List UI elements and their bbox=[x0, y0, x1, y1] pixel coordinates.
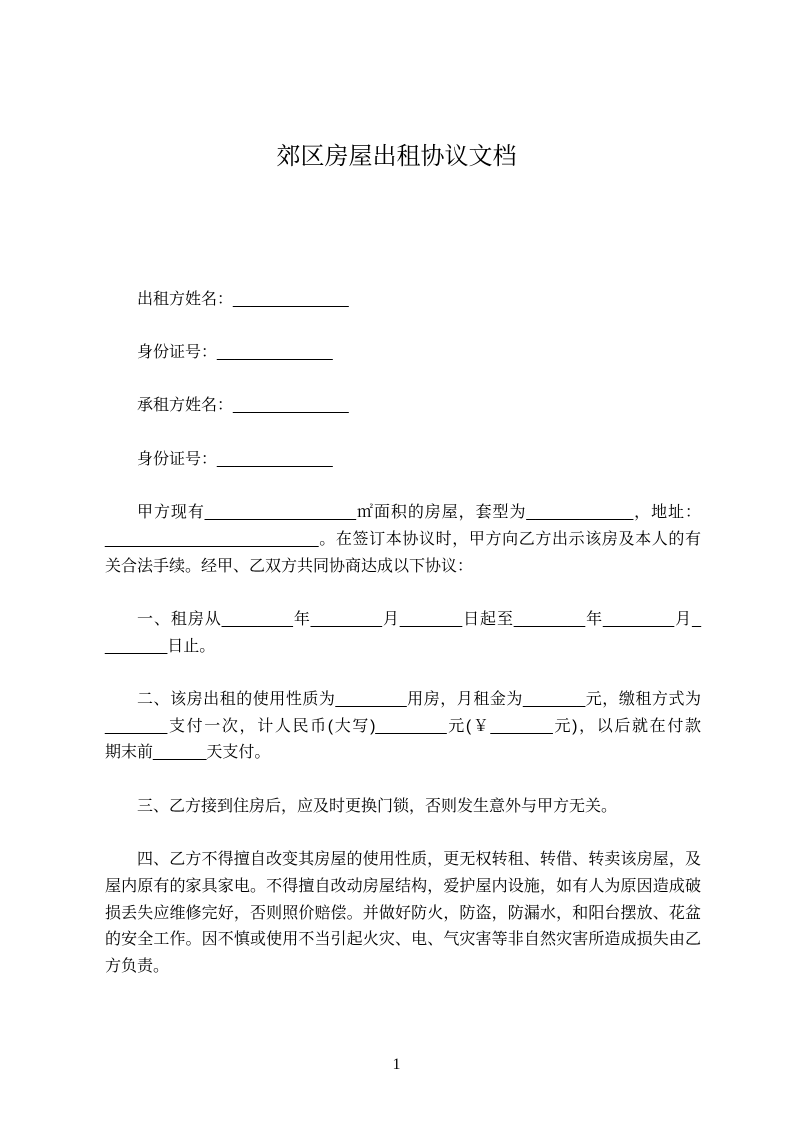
field-label: 身份证号： bbox=[137, 450, 218, 468]
paragraph-line: 屋内原有的家具家电。不得擅自改动房屋结构，爱护屋内设施，如有人为原因造成破 bbox=[105, 877, 701, 895]
blank-line: _____________ bbox=[217, 344, 333, 362]
paragraph-line: 损丢失应维修完好，否则照价赔偿。并做好防火，防盗，防漏水，和阳台摆放、花盆 bbox=[105, 904, 701, 922]
blank-line: _____________ bbox=[217, 450, 333, 468]
document-title: 郊区房屋出租协议文档 bbox=[276, 143, 517, 170]
clause-4 bbox=[105, 847, 701, 980]
field-label: 出租方姓名： bbox=[137, 290, 234, 308]
paragraph-line: _______支付一次，计人民币(大写)________元(￥_______元)，以后就在付款 bbox=[105, 717, 701, 735]
clause-2 bbox=[105, 687, 701, 767]
blank-line: _____________ bbox=[233, 397, 349, 415]
paragraph-line: 四、乙方不得擅自改变其房屋的使用性质，更无权转租、转借、转卖该房屋，及 bbox=[137, 851, 701, 869]
field-label: 承租方姓名： bbox=[137, 397, 234, 415]
page-number: 1 bbox=[392, 1056, 401, 1073]
field-tenant-id bbox=[105, 447, 701, 474]
document-body bbox=[105, 287, 701, 1008]
field-label: 身份证号： bbox=[137, 344, 218, 362]
blank-line: _____________ bbox=[233, 290, 349, 308]
clause-3 bbox=[105, 794, 701, 821]
paragraph-line: 二、该房出租的使用性质为________用房，月租金为_______元，缴租方式为 bbox=[137, 691, 701, 708]
paragraph-line: 甲方现有_________________㎡面积的房屋，套型为____________，地址： bbox=[137, 504, 701, 522]
field-landlord-name bbox=[105, 287, 701, 314]
paragraph-line: 关合法手续。经甲、乙双方共同协商达成以下协议： bbox=[105, 557, 474, 575]
clause-1 bbox=[105, 607, 701, 660]
paragraph-line: _______日止。 bbox=[105, 637, 216, 655]
paragraph-line: 期末前______天支付。 bbox=[105, 744, 271, 762]
intro-paragraph bbox=[105, 500, 701, 580]
field-tenant-name bbox=[105, 393, 701, 420]
paragraph-line: 三、乙方接到住房后，应及时更换门锁，否则发生意外与甲方无关。 bbox=[137, 797, 618, 815]
paragraph-line: 一、租房从________年________月_______日起至________年________月_ bbox=[137, 610, 701, 628]
field-landlord-id bbox=[105, 340, 701, 367]
paragraph-line: ________________________。在签订本协议时，甲方向乙方出示该房及本人的有 bbox=[105, 530, 701, 548]
paragraph-line: 方负责。 bbox=[105, 957, 170, 975]
paragraph-line: 的安全工作。因不慎或使用不当引起火灾、电、气灾害等非自然灾害所造成损失由乙 bbox=[105, 931, 701, 949]
